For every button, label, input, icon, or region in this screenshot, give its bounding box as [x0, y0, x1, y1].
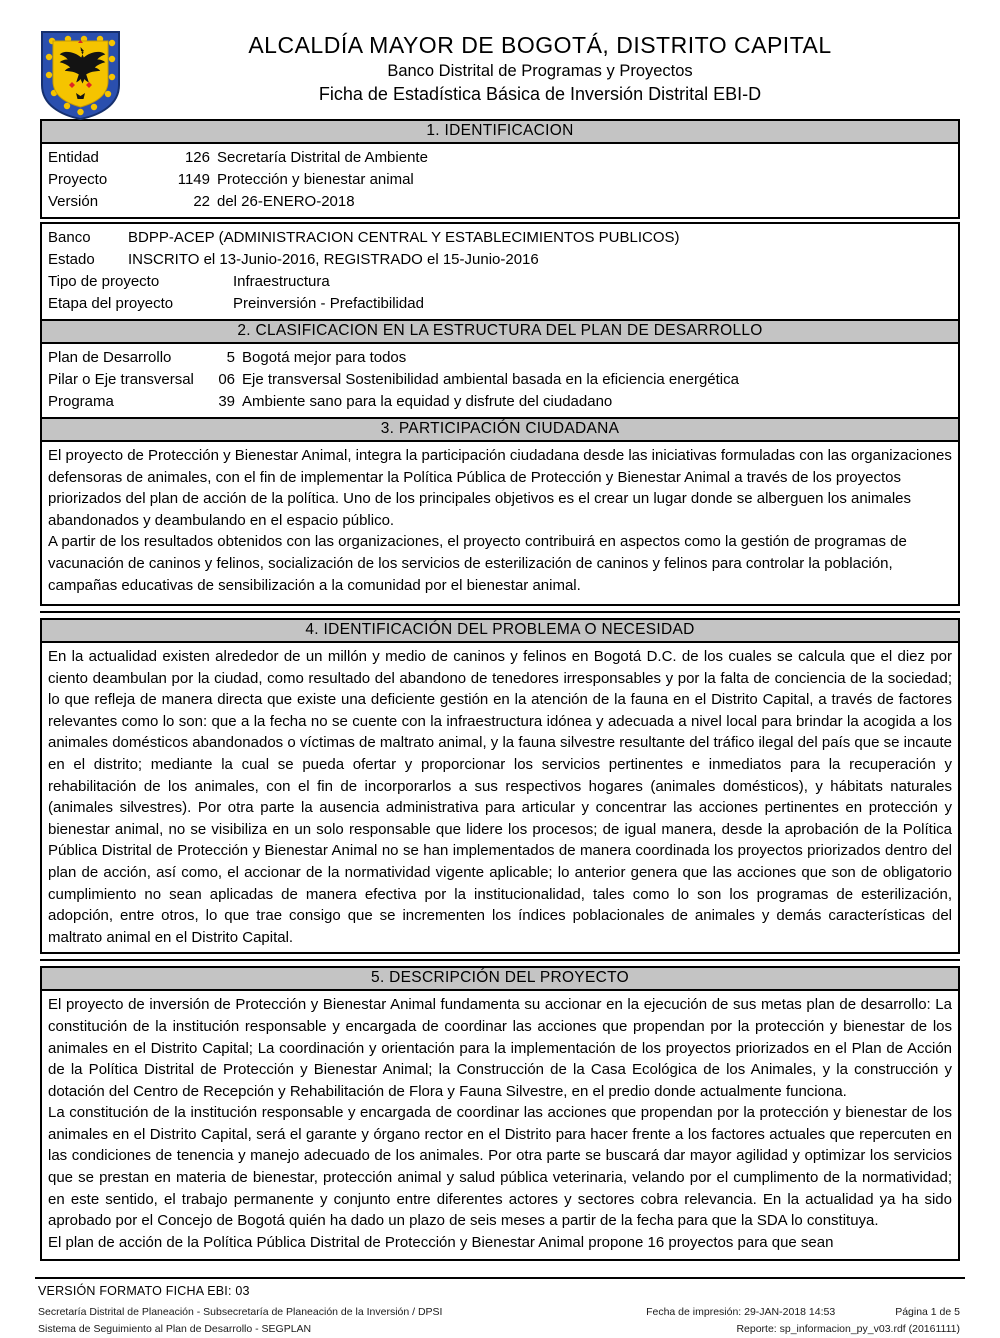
subtitle-ficha: Ficha de Estadística Básica de Inversión Distrital EBI-D: [318, 84, 762, 104]
paragraph: El plan de acción de la Política Pública Distrital de Protección y Bienestar Animal propone 16 proyectos para que sean: [48, 1233, 834, 1251]
row-value: Protección y bienestar animal: [217, 171, 414, 188]
table-row-plan-desarrollo: [48, 347, 952, 369]
row-code: 126: [184, 149, 210, 166]
footer-page-number: Página 1 de 5: [895, 1306, 960, 1319]
section-2-header: 2. CLASIFICACION EN LA ESTRUCTURA DEL PLAN DE DESARROLLO: [40, 319, 960, 344]
footer-rule: [35, 1277, 965, 1279]
row-label: Tipo de proyecto: [48, 273, 160, 290]
table-row-estado: [48, 249, 952, 271]
footer-version-label: VERSIÓN FORMATO FICHA EBI: 03: [38, 1284, 250, 1299]
classification-table: [40, 342, 960, 419]
page-title: ALCALDÍA MAYOR DE BOGOTÁ, DISTRITO CAPITAL: [248, 32, 832, 58]
title-block: [120, 30, 960, 107]
row-code: 5: [226, 349, 235, 366]
section-5-header: 5. DESCRIPCIÓN DEL PROYECTO: [40, 966, 960, 991]
footer-line-1: [38, 1304, 960, 1321]
row-label: Entidad: [48, 149, 99, 166]
descripcion-text-box: [40, 989, 960, 1261]
paragraph: En la actualidad existen alrededor de un millón y medio de caninos y felinos en Bogotá D.C. de los cuales se calcula que el diez por ciento deambulan por la ciudad, como resultado del abandono de tenedores irresponsables y por la falta de conciencia de la sociedad; lo que refleja de manera directa que existe una deficiente gestión en la atención de la fauna en el Distrito Capital, a través de factores relevantes como lo son: que a la fecha no se cuente con la infraestructura idónea y adecuada a nivel local para brindar la acogida a los animales domésticos abandonados o víctimas de maltrato animal, y la fauna silvestre resultante del tráfico ilegal del país que se incaute en el distrito; mediante la cual se pueda ofertar y proporcionar los servicios pertinentes e inmediatos para la recuperación y rehabilitación de los animales, con el fin de incorporarlos a sus respectivos hogares (animales domésticos), y hábitats naturales (animales silvestres). Por otra parte la ausencia administrativa para articular y concentrar las acciones pertinentes en protección y bienestar animal, no se visibiliza en un solo responsable que lidere los procesos; de igual manera, desde la aprobación de la Política Pública Distrital de Protección y Bienestar Animal no se han implementados de manera coordinada los proyectos priorizados dentro del plan de acción, así como, el accionar de la normatividad vigente aplicable; lo anterior genera que las acciones que son de obligatorio cumplimiento no sean aplicadas de manera efectiva por la institucionalidad, tales como lo son los programas de esterilización, adopción, entre otros, lo que trae consigo que se incrementen los índices poblacionales de animales y demás características del maltrato animal en el Distrito Capital.: [48, 648, 952, 946]
table-row-version: [48, 191, 952, 213]
row-value: Eje transversal Sostenibilidad ambiental basada en la eficiencia energética: [242, 371, 739, 388]
paragraph: El proyecto de inversión de Protección y Bienestar Animal fundamenta su accionar en la ejecución de sus metas plan de desarrollo: La constitución de la institución responsable y encargada de coordinar las acciones que propendan por la protección y bienestar de los animales en el Distrito Capital; La coordinación y orientación para la implementación de los proyectos priorizados en el Plan de Acción de la Política Distrital de Protección y Bienestar Animal; la Construcción de la Casa Ecológica de los Animales, y la construcción y dotación del Centro de Recepción y Rehabilitación de Flora y Fauna Silvestre, en el predio donde actualmente funciona.: [48, 996, 952, 1100]
section-4-header: 4. IDENTIFICACIÓN DEL PROBLEMA O NECESIDAD: [40, 618, 960, 643]
row-value: Ambiente sano para la equidad y disfrute del ciudadano: [242, 393, 613, 410]
section-divider: [40, 959, 960, 961]
paragraph: La constitución de la institución responsable y encargada de coordinar las acciones que propendan por la protección y bienestar de los animales en el Distrito Capital, será el garante y órgano rector en el Distrito para hacer frente a los factores actuales que repercuten en las condiciones de tenencia y manejo adecuado de los animales. Por otra parte se buscará dar mayor agilidad y optimizar los servicios que se prestan en materia de bienestar, protección animal y salud pública veterinaria, velando por el cumplimento de la normatividad; en este sentido, el trabajo permanente y conjunto entre diferentes actores y sectores cobra relevancia. En la actualidad ya ha sido aprobado por el Concejo de Bogotá quién ha dado un plazo de seis meses a partir de la fecha para que la SDA lo constituya.: [48, 1104, 952, 1230]
table-row-banco: [48, 227, 952, 249]
table-row-pilar-eje: [48, 369, 952, 391]
identification-table-a: [40, 142, 960, 219]
footer-print-info: [646, 1304, 960, 1321]
row-label: Plan de Desarrollo: [48, 349, 172, 366]
row-code: 39: [218, 393, 235, 410]
table-row-proyecto: [48, 169, 952, 191]
row-value: del 26-ENERO-2018: [217, 193, 355, 210]
row-label: Pilar o Eje transversal: [48, 371, 194, 388]
document-body: [40, 119, 960, 1261]
table-row-programa: [48, 391, 952, 413]
row-value: Secretaría Distrital de Ambiente: [217, 149, 428, 166]
identification-table-b: [40, 222, 960, 321]
problema-text-box: [40, 641, 960, 954]
row-label: Proyecto: [48, 171, 108, 188]
coat-of-arms-svg: [38, 29, 123, 121]
row-value: INSCRITO el 13-Junio-2016, REGISTRADO el 15-Junio-2016: [128, 251, 539, 268]
row-label: Estado: [48, 251, 95, 268]
row-label: Programa: [48, 393, 114, 410]
section-1-header: 1. IDENTIFICACION: [40, 119, 960, 144]
paragraph: El proyecto de Protección y Bienestar Animal, integra la participación ciudadana desde las iniciativas formuladas con las organizaciones defensoras de animales, con el fin de implementar la Política Pública de Protección y Bienestar Animal a través de los proyectos priorizados del plan de acción de la política. Uno de los principales objetivos es el crear un lugar donde se alberguen los animales abandonados y deambulando en el espacio público.: [48, 447, 952, 529]
participacion-text-box: [40, 440, 960, 606]
footer-system-line: Sistema de Seguimiento al Plan de Desarrollo - SEGPLAN: [38, 1323, 312, 1336]
paragraph: A partir de los resultados obtenidos con las organizaciones, el proyecto contribuirá en aspectos como la gestión de programas de vacunación de caninos y felinos, socialización de los servicios de esterilización de caninos y felinos para controlar la población, campañas educativas de sensibilización a la comunidad por el bienestar animal.: [48, 533, 907, 594]
table-row-entidad: [48, 147, 952, 169]
row-label: Versión: [48, 193, 99, 210]
bogota-coat-of-arms-icon: [38, 29, 123, 121]
section-3-header: 3. PARTICIPACIÓN CIUDADANA: [40, 417, 960, 442]
subtitle-bank: Banco Distrital de Programas y Proyectos: [387, 62, 693, 80]
footer-entity-line: Secretaría Distrital de Planeación - Subsecretaría de Planeación de la Inversión / DPSI: [38, 1306, 443, 1319]
footer-small-print: [38, 1304, 960, 1338]
row-code: 06: [218, 371, 235, 388]
row-label: Etapa del proyecto: [48, 295, 174, 312]
footer-line-2: [38, 1321, 960, 1338]
row-value: Preinversión - Prefactibilidad: [233, 295, 424, 312]
row-label: Banco: [48, 229, 91, 246]
row-code: 22: [193, 193, 210, 210]
table-row-etapa-proyecto: [48, 293, 952, 315]
row-code: 1149: [177, 171, 210, 188]
table-row-tipo-proyecto: [48, 271, 952, 293]
document-header: [0, 0, 1000, 119]
row-value: BDPP-ACEP (ADMINISTRACION CENTRAL Y ESTABLECIMIENTOS PUBLICOS): [128, 229, 680, 246]
footer-report-name: Reporte: sp_informacion_py_v03.rdf (20161111): [736, 1323, 960, 1336]
section-divider: [40, 611, 960, 613]
row-value: Infraestructura: [233, 273, 330, 290]
footer-print-date: Fecha de impresión: 29-JAN-2018 14:53: [646, 1306, 836, 1319]
row-value: Bogotá mejor para todos: [242, 349, 407, 366]
